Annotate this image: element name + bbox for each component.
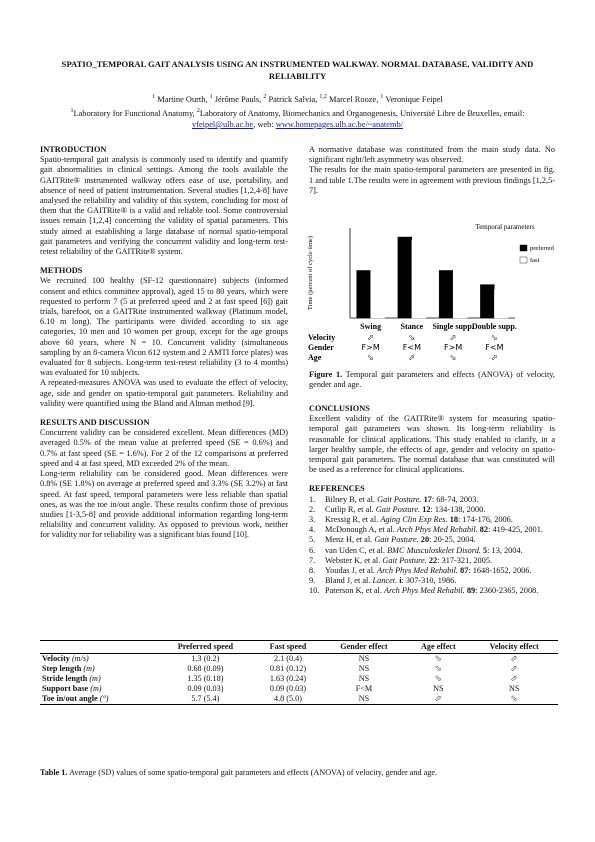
reference-pages: : 419-425, 2001. (488, 525, 543, 535)
author-sup: 2 (263, 94, 267, 101)
row-label-text: Step length (42, 664, 82, 673)
website-link[interactable]: www.homepages.ulb.ac.be/~anatemb/ (275, 120, 403, 129)
figure-caption (309, 370, 555, 390)
table-header-cell: Age effect (406, 641, 470, 654)
author-sup: 1 (152, 94, 156, 101)
reference-volume: 82 (479, 525, 489, 535)
table-header-cell (40, 641, 156, 654)
table-caption-label: Table 1. (40, 768, 68, 777)
conclusions-text: Excellent validity of the GAITRite® system for measuring spatio-temporal gait parameters was shown. Its long-term reliability is reasonable for clinical applications. This study enabled to clarify, in a larger healthy sample, the effects of age, gender and velocity on spatio-temporal gait parameters. The normal database that was constituted will be used as a reference for clinical applications. (309, 414, 555, 475)
reference-pages: : 68-74, 2003. (431, 494, 479, 504)
author-name: Patrick Salvia, (268, 95, 318, 104)
table-row (40, 674, 558, 684)
introduction-text: Spatio-temporal gait analysis is commonly used to identify and quantify gait abnormalities in clinical settings. Among the tools available the GAITRite® instrumented walkway offers ease of use, portability, and absence of need of patient instrumentation. Several studies [1,2,4-8] have analysed the reliability and validity of this system, concluding for most of them that the GAITRite® is a valid and reliable tool. Some controversial issues remain [1,2,4] concerning the validity of spatial parameters. This study aimed at establishing a large database of normal spatio-temporal gait parameters and verifying the concurrent validity and long-term test-retest reliability of the GAITRite® system. (40, 155, 288, 257)
affiliation-sup: 2 (196, 108, 200, 115)
reference-item (309, 505, 555, 515)
author-name: Jérôme Pauls, (214, 95, 262, 104)
reference-pages: : 20-25, 2004. (429, 535, 476, 545)
row-label-text: Stride length (42, 674, 88, 683)
table-cell: 0.09 (0.03) (269, 684, 307, 693)
reference-item (309, 525, 555, 535)
chart-effect-value: ⬂ (367, 353, 374, 362)
reference-volume: 20 (420, 535, 430, 545)
table-cell: NS (433, 684, 444, 693)
row-unit: (m) (83, 664, 95, 673)
reference-item (309, 576, 555, 586)
chart-bar-preferred (357, 270, 371, 318)
temporal-parameters-chart (300, 218, 560, 368)
table-cell: 1.63 (0.24) (269, 674, 307, 683)
reference-volume: 22 (428, 555, 438, 565)
methods-paragraph-1: We recruited 100 healthy (SF-12 questionnaire) subjects (informed consent and ethics committee approval), aged 15 to 80 years, which were requested to perform 7 (5 at preferred speed and 2 at fast speed [6]) gait trials, barefoot, on a GAITRite instrumented walkway (Platinum model, 6.10 m long). The participants were divided according to six age categories, 10 men and 10 women per group, except for the age groups above 60 years, where N = 10. Concurrent validity (simultaneous sampling by an 8-camera Vicon 612 system and 2 AMTI force plates) was evaluated for 8 subjects. Long-term test-retest reliability (3 to 4 months) was evaluated for 10 subjects. (40, 276, 288, 378)
table-row (40, 654, 558, 665)
reference-authors: Bland J, et al. (325, 576, 371, 586)
table-cell: 0.09 (0.03) (187, 684, 224, 693)
row-label-text: Toe in/out angle (42, 694, 98, 703)
table-cell: F<M (355, 684, 373, 693)
table-cell: ⬂ (434, 654, 442, 663)
methods-paragraph-2: A repeated-measures ANOVA was used to evaluate the effect of velocity, age, side and gender on spatio-temporal gait parameters. Reliability and validity were quantified using the Bland and Altman method [9]. (40, 378, 288, 408)
table-caption-text: Average (SD) values of some spatio-temporal gait parameters and effects (ANOVA) of velocity, gender and age. (69, 768, 438, 777)
chart-effect-value: ⬂ (408, 333, 416, 342)
chart-category-label: Swing (360, 322, 382, 331)
affiliation-sup: 1 (70, 108, 74, 115)
reference-authors: Cutlip R, et al. (325, 504, 374, 514)
table-cell: NS (358, 654, 370, 663)
row-label (40, 674, 156, 684)
reference-item (309, 586, 555, 596)
reference-authors: Paterson K, et al. (325, 586, 382, 596)
reference-volume: 18 (449, 515, 458, 525)
table-cell: NS (358, 664, 370, 673)
reference-pages: : 134-138, 2000. (430, 504, 486, 514)
table-cell: 1.3 (0.2) (191, 654, 220, 663)
table-row (40, 664, 558, 674)
table-cell: ⬀ (510, 664, 518, 673)
chart-y-axis-label: Time (percent of cycle time) (307, 235, 314, 311)
table-cell: NS (358, 674, 370, 683)
reference-authors: Youdas J, et al. (325, 566, 376, 576)
reference-pages: : 13, 2004. (487, 545, 523, 555)
reference-journal: Gait Posture. (374, 535, 419, 545)
reference-number: 3. (309, 515, 316, 525)
reference-journal: Arch Phys Med Rehabil. (396, 525, 478, 535)
author-sup: 1,2 (319, 94, 327, 101)
conclusions-heading: CONCLUSIONS (309, 404, 370, 413)
chart-effect-label: Gender (308, 343, 334, 352)
left-column (40, 145, 288, 541)
chart-effect-value: F<M (485, 343, 504, 352)
chart-effect-value: ⬀ (449, 333, 457, 342)
row-label-text: Velocity (42, 654, 70, 663)
reference-number: 5. (309, 535, 316, 545)
chart-bar-preferred (439, 270, 453, 318)
reference-number: 1. (309, 494, 316, 504)
chart-bar-fast (371, 268, 385, 318)
reference-journal: Lancet. (372, 576, 398, 586)
reference-authors: Kressig R, et al. (325, 515, 379, 525)
row-label (40, 694, 156, 705)
reference-authors: McDonough A, et al. (325, 525, 395, 535)
reference-number: 7. (309, 555, 316, 565)
results-heading: RESULTS AND DISCUSSION (40, 418, 150, 428)
author-name: Marcel Rooze, (328, 95, 379, 104)
chart-effect-label: Age (308, 353, 322, 362)
chart-legend-label: preferred (530, 245, 554, 252)
chart-effect-value: ⬀ (491, 353, 498, 362)
reference-authors: Menz H, et al. (325, 535, 373, 545)
table-cell: 0.68 (0.09) (187, 664, 224, 673)
reference-authors: van Uden C, et al. (325, 545, 385, 555)
email-link[interactable]: vfeipel@ulb.ac.be (191, 120, 254, 129)
table-cell: ⬂ (434, 674, 442, 683)
affiliation-lab-2: Laboratory of Anatomy, Biomechanics and Organogenesis, Université Libre de Bruxelles, email: (199, 109, 525, 118)
table-cell: 4.8 (5.0) (254, 694, 321, 705)
reference-item (309, 535, 555, 545)
reference-item (309, 566, 555, 576)
figure-caption-label: Figure 1. (309, 370, 343, 379)
reference-item (309, 515, 555, 525)
author-sup: 1 (380, 94, 384, 101)
reference-journal: Aging Clin Exp Res. (380, 515, 448, 525)
results-summary-paragraph: The results for the main spatio-temporal parameters are presented in fig. 1 and table 1.The results were in agreement with previous findings [1,2,5-7]. (309, 165, 555, 195)
figure-caption-text: Temporal gait parameters and effects (ANOVA) of velocity, gender and age. (309, 370, 555, 389)
chart-bar-preferred (480, 285, 494, 318)
table-row (40, 694, 558, 705)
reference-volume: 5 (483, 545, 488, 555)
chart-legend-label: fast (530, 257, 540, 264)
reference-item (309, 546, 555, 556)
chart-legend-swatch (520, 245, 527, 251)
chart-category-label: Stance (400, 322, 424, 331)
chart-legend-swatch (520, 257, 527, 263)
table-cell: NS (322, 694, 407, 705)
chart-category-label: Double supp. (471, 322, 517, 331)
reference-volume: 87 (460, 566, 469, 576)
table-row (40, 684, 558, 694)
reference-number: 4. (309, 525, 316, 535)
chart-effect-value: ⬂ (449, 353, 457, 362)
chart-bar-fast (453, 268, 467, 318)
author-sup: 1 (209, 94, 213, 101)
affiliation-lab-1: Laboratory for Functional Anatomy, (73, 109, 195, 118)
reference-item (309, 556, 555, 566)
results-paragraph-1: Concurrent validity can be considered excellent. Mean differences (MD) averaged 0.5% of the mean value at preferred speed (SE = 0.6%) and 0.7% at fast speed (SE = 1.6%). For 2 of the 12 comparisons at preferred speed and 4 at fast speed, MD exceeded 2% of the mean. (40, 428, 288, 468)
reference-volume: 89 (466, 586, 476, 596)
row-label (40, 654, 156, 665)
reference-number: 8. (309, 566, 316, 576)
right-column-conclusions (309, 404, 555, 597)
table-cell: 5.7 (5.4) (156, 694, 254, 705)
reference-volume: 12 (422, 504, 431, 514)
gait-parameters-table (40, 640, 558, 705)
table-caption (40, 768, 558, 777)
paper-title: SPATIO_TEMPORAL GAIT ANALYSIS USING AN INSTRUMENTED WALKWAY. NORMAL DATABASE, VALIDITY AND RELIABILITY (61, 59, 534, 81)
chart-bar-fast (412, 240, 426, 318)
table-cell: 0.81 (0.12) (269, 664, 307, 673)
affiliation (40, 108, 555, 130)
chart-bar-preferred (398, 237, 412, 318)
chart-effect-value: F<M (402, 343, 421, 352)
reference-journal: Gait Posture. (382, 555, 427, 565)
table-cell: 1.35 (0.18) (187, 674, 224, 683)
author-list (40, 94, 555, 105)
reference-number: 9. (309, 576, 316, 586)
table-cell: ⬂ (470, 694, 558, 705)
reference-number: 6. (309, 545, 316, 555)
introduction-heading: INTRODUCTION (40, 145, 107, 154)
results-paragraph-2: Long-term reliability can be considered good. Mean differences were 0.8% (SE 1.8%) on average at preferred speed and 3.3% (SE 3.2%) at fast speed. At fast speed, temporal parameters were less reliable than spatial ones, as was the toe in/out angle. These results confirm those of previous studies [1-3,5-8] and provide additional information regarding long-term reliability and concurrent validity. As opposed to previous work, neither for validity nor for reliability was a significant bias found [10]. (40, 469, 288, 540)
table-cell: ⬀ (510, 674, 518, 683)
table-cell: ⬀ (510, 654, 518, 663)
reference-item (309, 495, 555, 505)
reference-pages: : 307-310, 1986. (401, 576, 457, 586)
row-unit: (m) (89, 674, 101, 683)
reference-journal: BMC Musculoskelet Disord. (386, 545, 481, 555)
row-unit: (m/s) (71, 654, 89, 663)
row-label (40, 684, 156, 694)
reference-number: 10. (309, 586, 320, 596)
chart-effect-label: Velocity (308, 333, 336, 342)
row-unit: (°) (99, 694, 109, 703)
reference-number: 2. (309, 504, 316, 514)
table-header-cell: Gender effect (322, 641, 407, 654)
author-name: Martine Ourth, (157, 95, 208, 104)
table-header-cell: Preferred speed (156, 641, 254, 654)
methods-heading: METHODS (40, 266, 83, 276)
normative-paragraph: A normative database was constituted from the main study data. No significant right/left asymmetry was observed. (309, 145, 555, 165)
table-header-cell: Fast speed (254, 641, 321, 654)
table-cell: 2.1 (0.4) (273, 654, 302, 663)
reference-volume: i (399, 576, 402, 586)
reference-volume: 17 (423, 494, 432, 504)
chart-effect-value: F>M (444, 343, 463, 352)
chart-effect-value: ⬂ (491, 333, 498, 342)
chart-bar-fast (494, 290, 508, 318)
chart-effect-value: F>M (361, 343, 380, 352)
table-header-cell: Velocity effect (470, 641, 558, 654)
references-heading: REFERENCES (309, 484, 365, 494)
table-cell: ⬀ (406, 694, 470, 705)
reference-journal: Gait Posture. (375, 504, 421, 514)
reference-pages: : 317-321, 2005. (437, 555, 493, 565)
right-column-intro (309, 145, 555, 196)
row-unit: (m) (90, 684, 102, 693)
table-cell: ⬂ (434, 664, 442, 673)
reference-pages: : 174-176, 2006. (457, 515, 513, 525)
reference-journal: Arch Phys Med Rehabil. (384, 586, 465, 596)
author-name: Veronique Feipel (385, 95, 443, 104)
reference-pages: : 1648-1652, 2006. (468, 566, 532, 576)
chart-effect-value: ⬀ (367, 333, 374, 342)
reference-journal: Arch Phys Med Rehabil. (377, 566, 458, 576)
web-label: , web: (253, 120, 274, 129)
table-header-row (40, 641, 558, 654)
chart-effect-value: ⬀ (408, 353, 416, 362)
row-label (40, 664, 156, 674)
reference-journal: Gait Posture. (377, 494, 422, 504)
chart-title: Temporal parameters (475, 223, 535, 231)
row-label-text: Support base (42, 684, 89, 693)
reference-authors: Webster K, et al. (325, 555, 381, 565)
reference-list (309, 495, 555, 597)
chart-category-label: Single supp. (432, 322, 474, 331)
reference-authors: Bilney B, et al. (325, 494, 376, 504)
reference-pages: : 2360-2365, 2008. (475, 586, 539, 596)
table-cell: NS (508, 684, 520, 693)
